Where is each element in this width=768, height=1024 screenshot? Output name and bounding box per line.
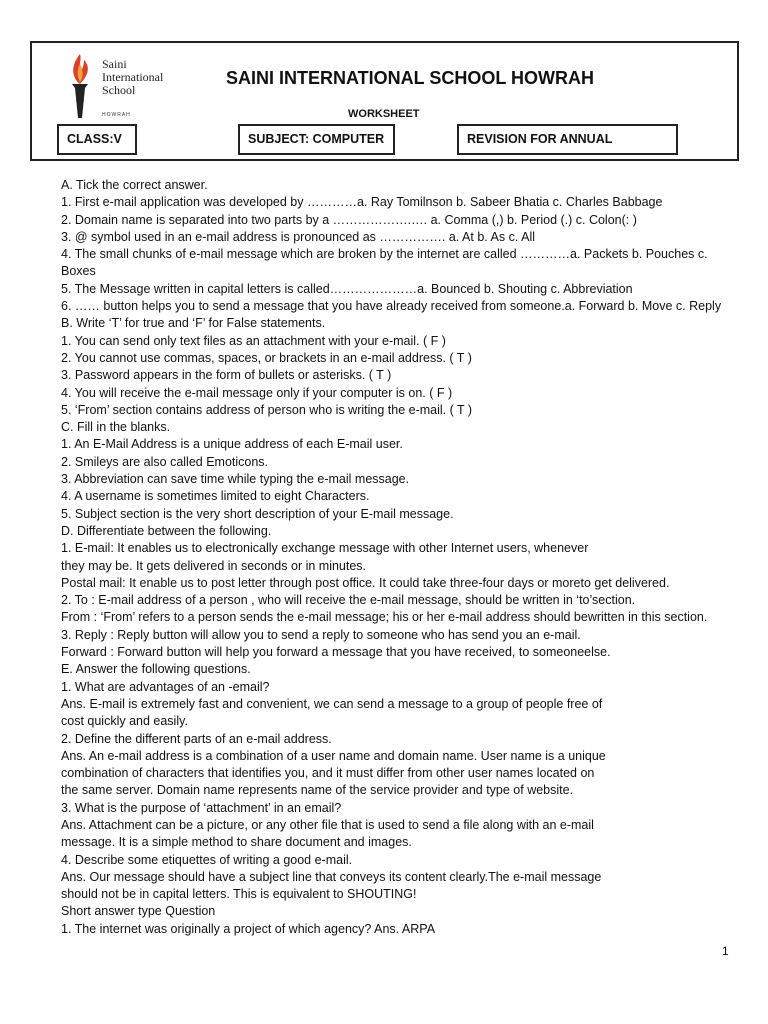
text-line: should not be in capital letters. This is equivalent to SHOUTING! [61, 887, 417, 902]
text-line: 2. To : E-mail address of a person , who will receive the e-mail message, should be written in ‘to’section. [61, 593, 636, 608]
text-line: Ans. E-mail is extremely fast and convenient, we can send a message to a group of people free of [61, 696, 603, 711]
text-line: 5. The Message written in capital letters is called…………………a. Bounced b. Shouting c. Abbreviation [61, 281, 633, 296]
text-line: cost quickly and easily. [61, 714, 188, 729]
logo-text-line1: Saini [102, 57, 127, 71]
logo-text-line3: School [102, 83, 136, 97]
page-number: 1 [722, 944, 729, 958]
text-line: Ans. An e-mail address is a combination of a user name and domain name. User name is a unique [61, 748, 606, 763]
text-line: A. Tick the correct answer. [61, 178, 208, 192]
text-line: 5. Subject section is the very short description of your E-mail message. [61, 506, 454, 521]
worksheet-label: WORKSHEET [348, 108, 420, 120]
text-line: 1. The internet was originally a project of which agency? Ans. ARPA [61, 921, 436, 936]
text-line: 4. Describe some etiquettes of writing a good e-mail. [61, 852, 353, 867]
worksheet-content [61, 177, 741, 938]
text-line: 1. You can send only text files as an attachment with your e-mail. ( F ) [61, 333, 446, 348]
school-title: SAINI INTERNATIONAL SCHOOL HOWRAH [226, 68, 594, 88]
text-line: 4. A username is sometimes limited to eight Characters. [61, 489, 370, 504]
text-line: 4. You will receive the e-mail message only if your computer is on. ( F ) [61, 385, 453, 400]
text-line: E. Answer the following questions. [61, 662, 251, 677]
logo-subtext: HOWRAH [102, 112, 131, 118]
class-box: CLASS:V [57, 124, 137, 155]
text-line: 3. @ symbol used in an e-mail address is pronounced as ……………. a. At b. As c. All [61, 229, 536, 244]
text-line: 5. ‘From’ section contains address of person who is writing the e-mail. ( T ) [61, 402, 473, 417]
text-line: Boxes [61, 264, 96, 279]
text-line: Short answer type Question [61, 904, 216, 919]
text-line: Ans. Our message should have a subject line that conveys its content clearly.The e-mail message [61, 869, 602, 884]
text-line: Ans. Attachment can be a picture, or any other file that is used to send a file along with an e-mail [61, 817, 594, 832]
text-line: D. Differentiate between the following. [61, 523, 272, 538]
subject-box: SUBJECT: COMPUTER [238, 124, 395, 155]
text-line: 1. First e-mail application was developed by …………a. Ray Tomilnson b. Sabeer Bhatia c. Charles Babbage [61, 195, 663, 210]
text-line: 2. Smileys are also called Emoticons. [61, 454, 269, 469]
text-line: From : ‘From’ refers to a person sends the e-mail message; his or her e-mail address should bewritten in this section. [61, 610, 708, 625]
revision-box: REVISION FOR ANNUAL [457, 124, 678, 155]
text-line: the same server. Domain name represents name of the service provider and type of website. [61, 783, 574, 798]
logo-text-line2: International [102, 70, 164, 84]
text-line: 2. Domain name is separated into two parts by a ……………….…. a. Comma (,) b. Period (.) c. Colon(: ) [61, 212, 637, 227]
text-line: 3. What is the purpose of ‘attachment’ in an email? [61, 800, 342, 815]
text-line: 1. An E-Mail Address is a unique address of each E-mail user. [61, 437, 403, 452]
text-line: B. Write ‘T’ for true and ‘F’ for False statements. [61, 316, 326, 331]
text-line: 3. Abbreviation can save time while typing the e-mail message. [61, 472, 410, 487]
text-line: 1. E-mail: It enables us to electronically exchange message with other Internet users, whenever [61, 541, 589, 556]
text-line: combination of characters that identifies you, and it must differ from other user names located on [61, 766, 595, 781]
text-line: Forward : Forward button will help you forward a message that you have received, to someoneelse. [61, 645, 611, 660]
text-line: 6. …… button helps you to send a message that you have already received from someone.a. Forward b. Move c. Reply [61, 299, 722, 314]
text-line: message. It is a simple method to share document and images. [61, 835, 412, 850]
text-line: 3. Password appears in the form of bullets or asterisks. ( T ) [61, 368, 392, 383]
text-line: 2. Define the different parts of an e-mail address. [61, 731, 332, 746]
text-line: 1. What are advantages of an -email? [61, 679, 270, 694]
text-line: 4. The small chunks of e-mail message which are broken by the internet are called …………a. Packets b. Pouches c. [61, 247, 708, 262]
text-line: 2. You cannot use commas, spaces, or brackets in an e-mail address. ( T ) [61, 350, 472, 365]
text-line: C. Fill in the blanks. [61, 420, 171, 435]
text-line: they may be. It gets delivered in seconds or in minutes. [61, 558, 367, 573]
text-line: 3. Reply : Reply button will allow you to send a reply to someone who has send you an e-mail. [61, 627, 581, 642]
text-line: Postal mail: It enable us to post letter through post office. It could take three-four days or moreto get delivered. [61, 575, 670, 590]
